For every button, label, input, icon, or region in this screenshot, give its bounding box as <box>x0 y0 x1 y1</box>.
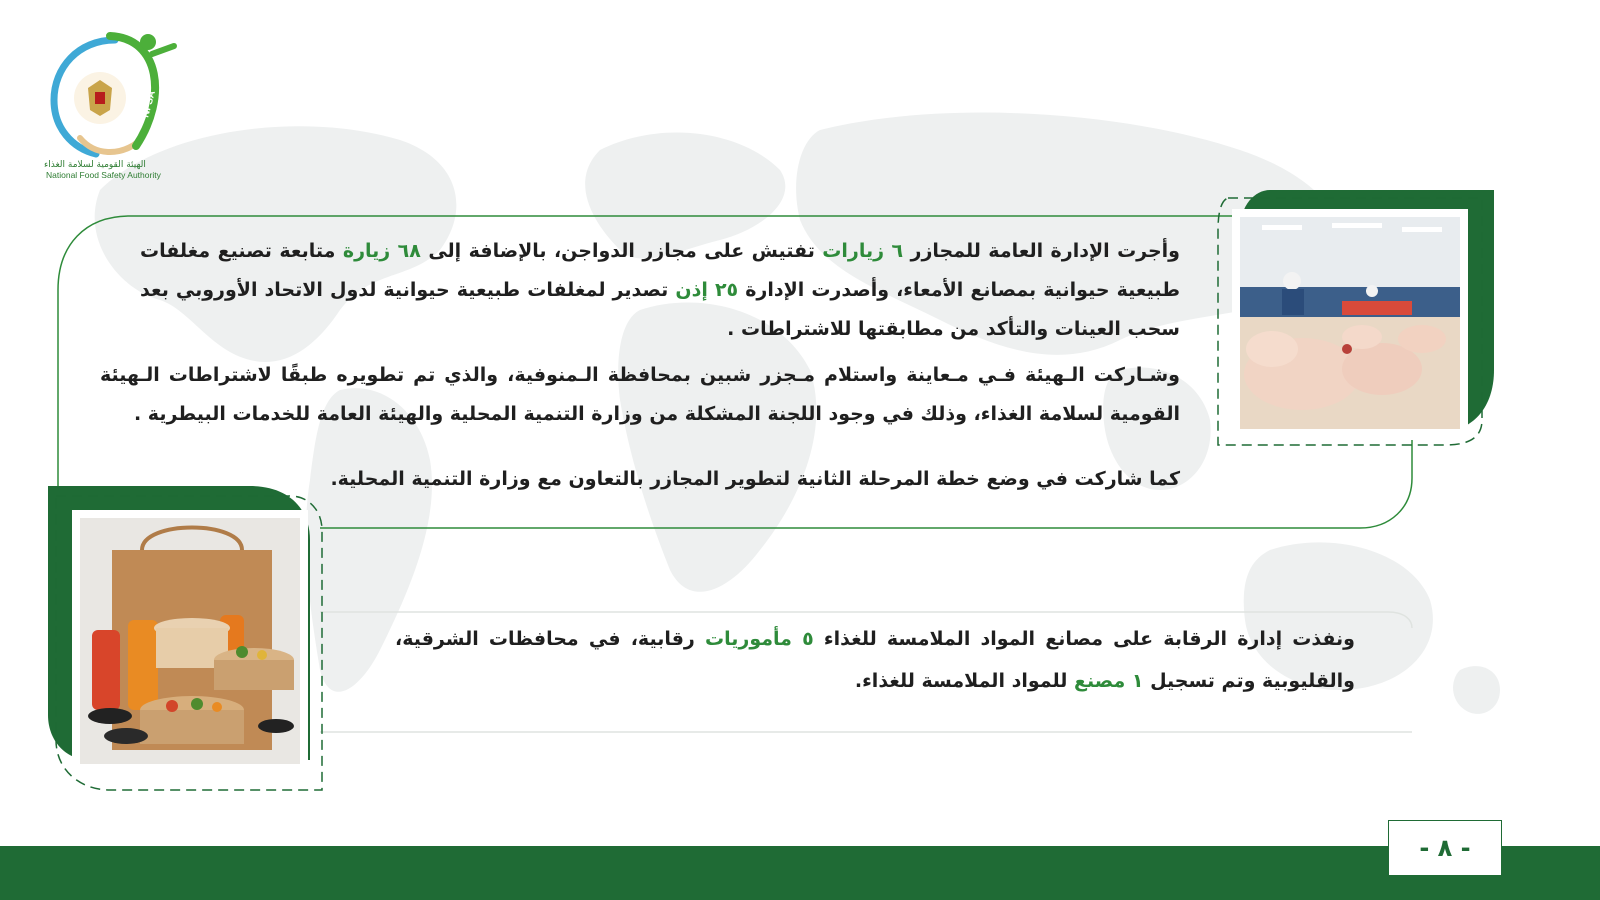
page-number: - ٨ - <box>1388 820 1502 876</box>
logo-name-english: National Food Safety Authority <box>46 170 161 180</box>
paragraph-phase-two-plan: كما شاركت في وضع خطة المرحلة الثانية لتطوير المجازر بالتعاون مع وزارة التنمية المحلية. <box>330 468 1180 490</box>
p1-run-text: متابعة تصنيع مغلفات طبيعية حيوانية بمصانع الأمعاء، وأصدرت الإدارة <box>140 240 1180 301</box>
food-packaging-photo <box>72 510 308 772</box>
p4-run-text: رقابية، في محافظات الشرقية، والقليوبية وتم تسجيل <box>395 628 1355 692</box>
p4-run-highlight: ٥ مأموريات <box>705 628 814 650</box>
nfsa-logo <box>40 28 190 188</box>
p4-run-text: ونفذت إدارة الرقابة على مصانع المواد الملامسة للغذاء <box>813 628 1355 650</box>
p1-run-text: وأجرت الإدارة العامة للمجازر <box>903 240 1180 262</box>
p1-run-text: تصدير لمغلفات طبيعية حيوانية لدول الاتحاد الأوروبي بعد سحب العينات والتأكد من مطابقتها للاشتراطات . <box>140 279 1180 340</box>
poultry-processing-photo <box>1232 209 1468 437</box>
logo-name-arabic: الهيئة القومية لسلامة الغذاء <box>44 160 146 170</box>
p1-run-highlight: ٦٨ زيارة <box>342 240 421 262</box>
p1-run-text: تفتيش على مجازر الدواجن، بالإضافة إلى <box>420 240 823 262</box>
paragraph-shebin-slaughterhouse: وشـاركت الـهيئة فـي مـعاينة واستلام مـجزر شبين بمحافظة الـمنوفية، والذي تم تطويره طبقًا لاشتراطات الـهيئة القومية لسلامة الغذاء، وذلك في وجود اللجنة المشكلة من وزارة التنمية المحلية والهيئة العامة للخدمات البيطرية . <box>100 364 1180 425</box>
nfsa-abbr: NFSA <box>140 89 158 119</box>
p4-run-text: للمواد الملامسة للغذاء. <box>854 670 1074 692</box>
paragraph-food-contact-materials <box>395 618 1355 702</box>
p1-run-highlight: ٦ زيارات <box>822 240 904 262</box>
p4-run-highlight: ١ مصنع <box>1074 670 1144 692</box>
paragraph-slaughterhouse-inspections <box>140 232 1180 349</box>
footer-bar <box>0 846 1600 900</box>
p1-run-highlight: ٢٥ إذن <box>675 279 739 301</box>
